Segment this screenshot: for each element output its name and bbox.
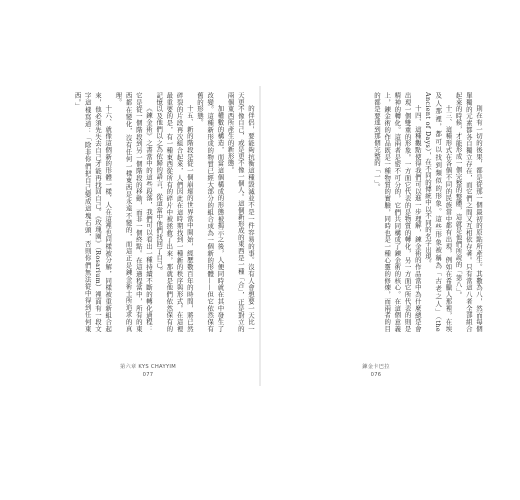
- right-page-number: 076: [370, 371, 382, 378]
- left-paragraph-3: 十五、新的階段是從一個崩壞的世界當中開始，經歷數百年的時間，將已然碎裂的片段再次組合起來，人們因此在這時期找到一種新的秩序與形式。在這裡最重要的是，有一種東西從所有的碎片中被拯救了出來，那就是他們依然保有的記憶以及他們以之為依歸的語言，從這當中他們找回了自己。: [155, 92, 194, 332]
- left-page-folio: [40, 364, 256, 378]
- left-running-footer: 第六章 KYS CHAYYIM: [119, 364, 177, 370]
- book-gutter: [259, 86, 261, 386]
- right-paragraph-1: 則在有一切的後果，都是從那一個最初的原點所產生。其數為八，然而每個單獨的元素都各自獨立存在，而它們之間又互相依存著。只有當這八者全部組合起來的時候，才能形成一個完整的整體，這就是他們所說的「第八」。: [454, 92, 483, 332]
- right-paragraph-2: 十三、這種形式在各個不同的民族當中都有出現，例如在希臘人那裡，在埃及人那裡，都可以找到類似的形象。這些形象被稱為「古老之人」（the Ancient of Days），在不同的傳統中以不同的名字出現。: [423, 92, 453, 332]
- right-paragraph-3: 十四、這種觀點使得我們可以進一步理解，鍊金術的作品當中為什麼總是會出現一個雙重的形象。一方面它代表的是物質的轉化，另一方面它所代表的則是精神的轉化。這兩者是密不可分的，它們共同構成了鍊金術的核心。在這個意義上，鍊金術的作品既是一種物質的實驗，同時也是一種心靈的修煉，而兩者的目的都是要達到那個完整的「一」。: [372, 92, 422, 332]
- left-paragraph-2: 加權數的構造，而當這個構成的形態被揭示之後，人便同時就在其中發生了改變。這種新形成的物質已經大部分的組合成為一個新的形體——但它依然保有舊的形態。: [195, 92, 225, 332]
- left-paragraph-4: 《鍊金術》之書當中的這些段落，我們可以看出一種持續不斷的轉化過程：它是從一個階段到另一個階段的移動，而非一個終點。在這過程當中，所有的東西都在變化，沒有任何一樣東西是永遠不變的，而這正是鍊金術士所追求的真理。: [114, 92, 153, 332]
- right-page-text: [268, 92, 484, 332]
- left-paragraph-1: 的伴侶，要能夠抗衡這種毀滅並不是一件容易的事。沒有人會想要一天比一天更不像自己，或是更不像一個人。這個新形成的東西是一種「合」，正是對立的兩個東西所產生的新形態。: [226, 92, 255, 332]
- left-page-text: [40, 92, 256, 332]
- right-page: [268, 92, 484, 378]
- left-page: [40, 92, 256, 378]
- left-paragraph-5: 十六、就像這個新的形體一樣，人在這裡也同樣被分解，同樣被重新組合起來，他必須先失去自己才能再找回自己。《玫瑰園》（Rosarium）裡面有一段文字這樣寫道：「除非你們把自己變成這塊石頭，否則你們無法從中得到任何東西。」: [73, 92, 113, 332]
- right-running-footer: 鍊金卡巴拉: [362, 364, 390, 370]
- left-page-number: 077: [142, 371, 154, 378]
- right-page-folio: [268, 364, 484, 378]
